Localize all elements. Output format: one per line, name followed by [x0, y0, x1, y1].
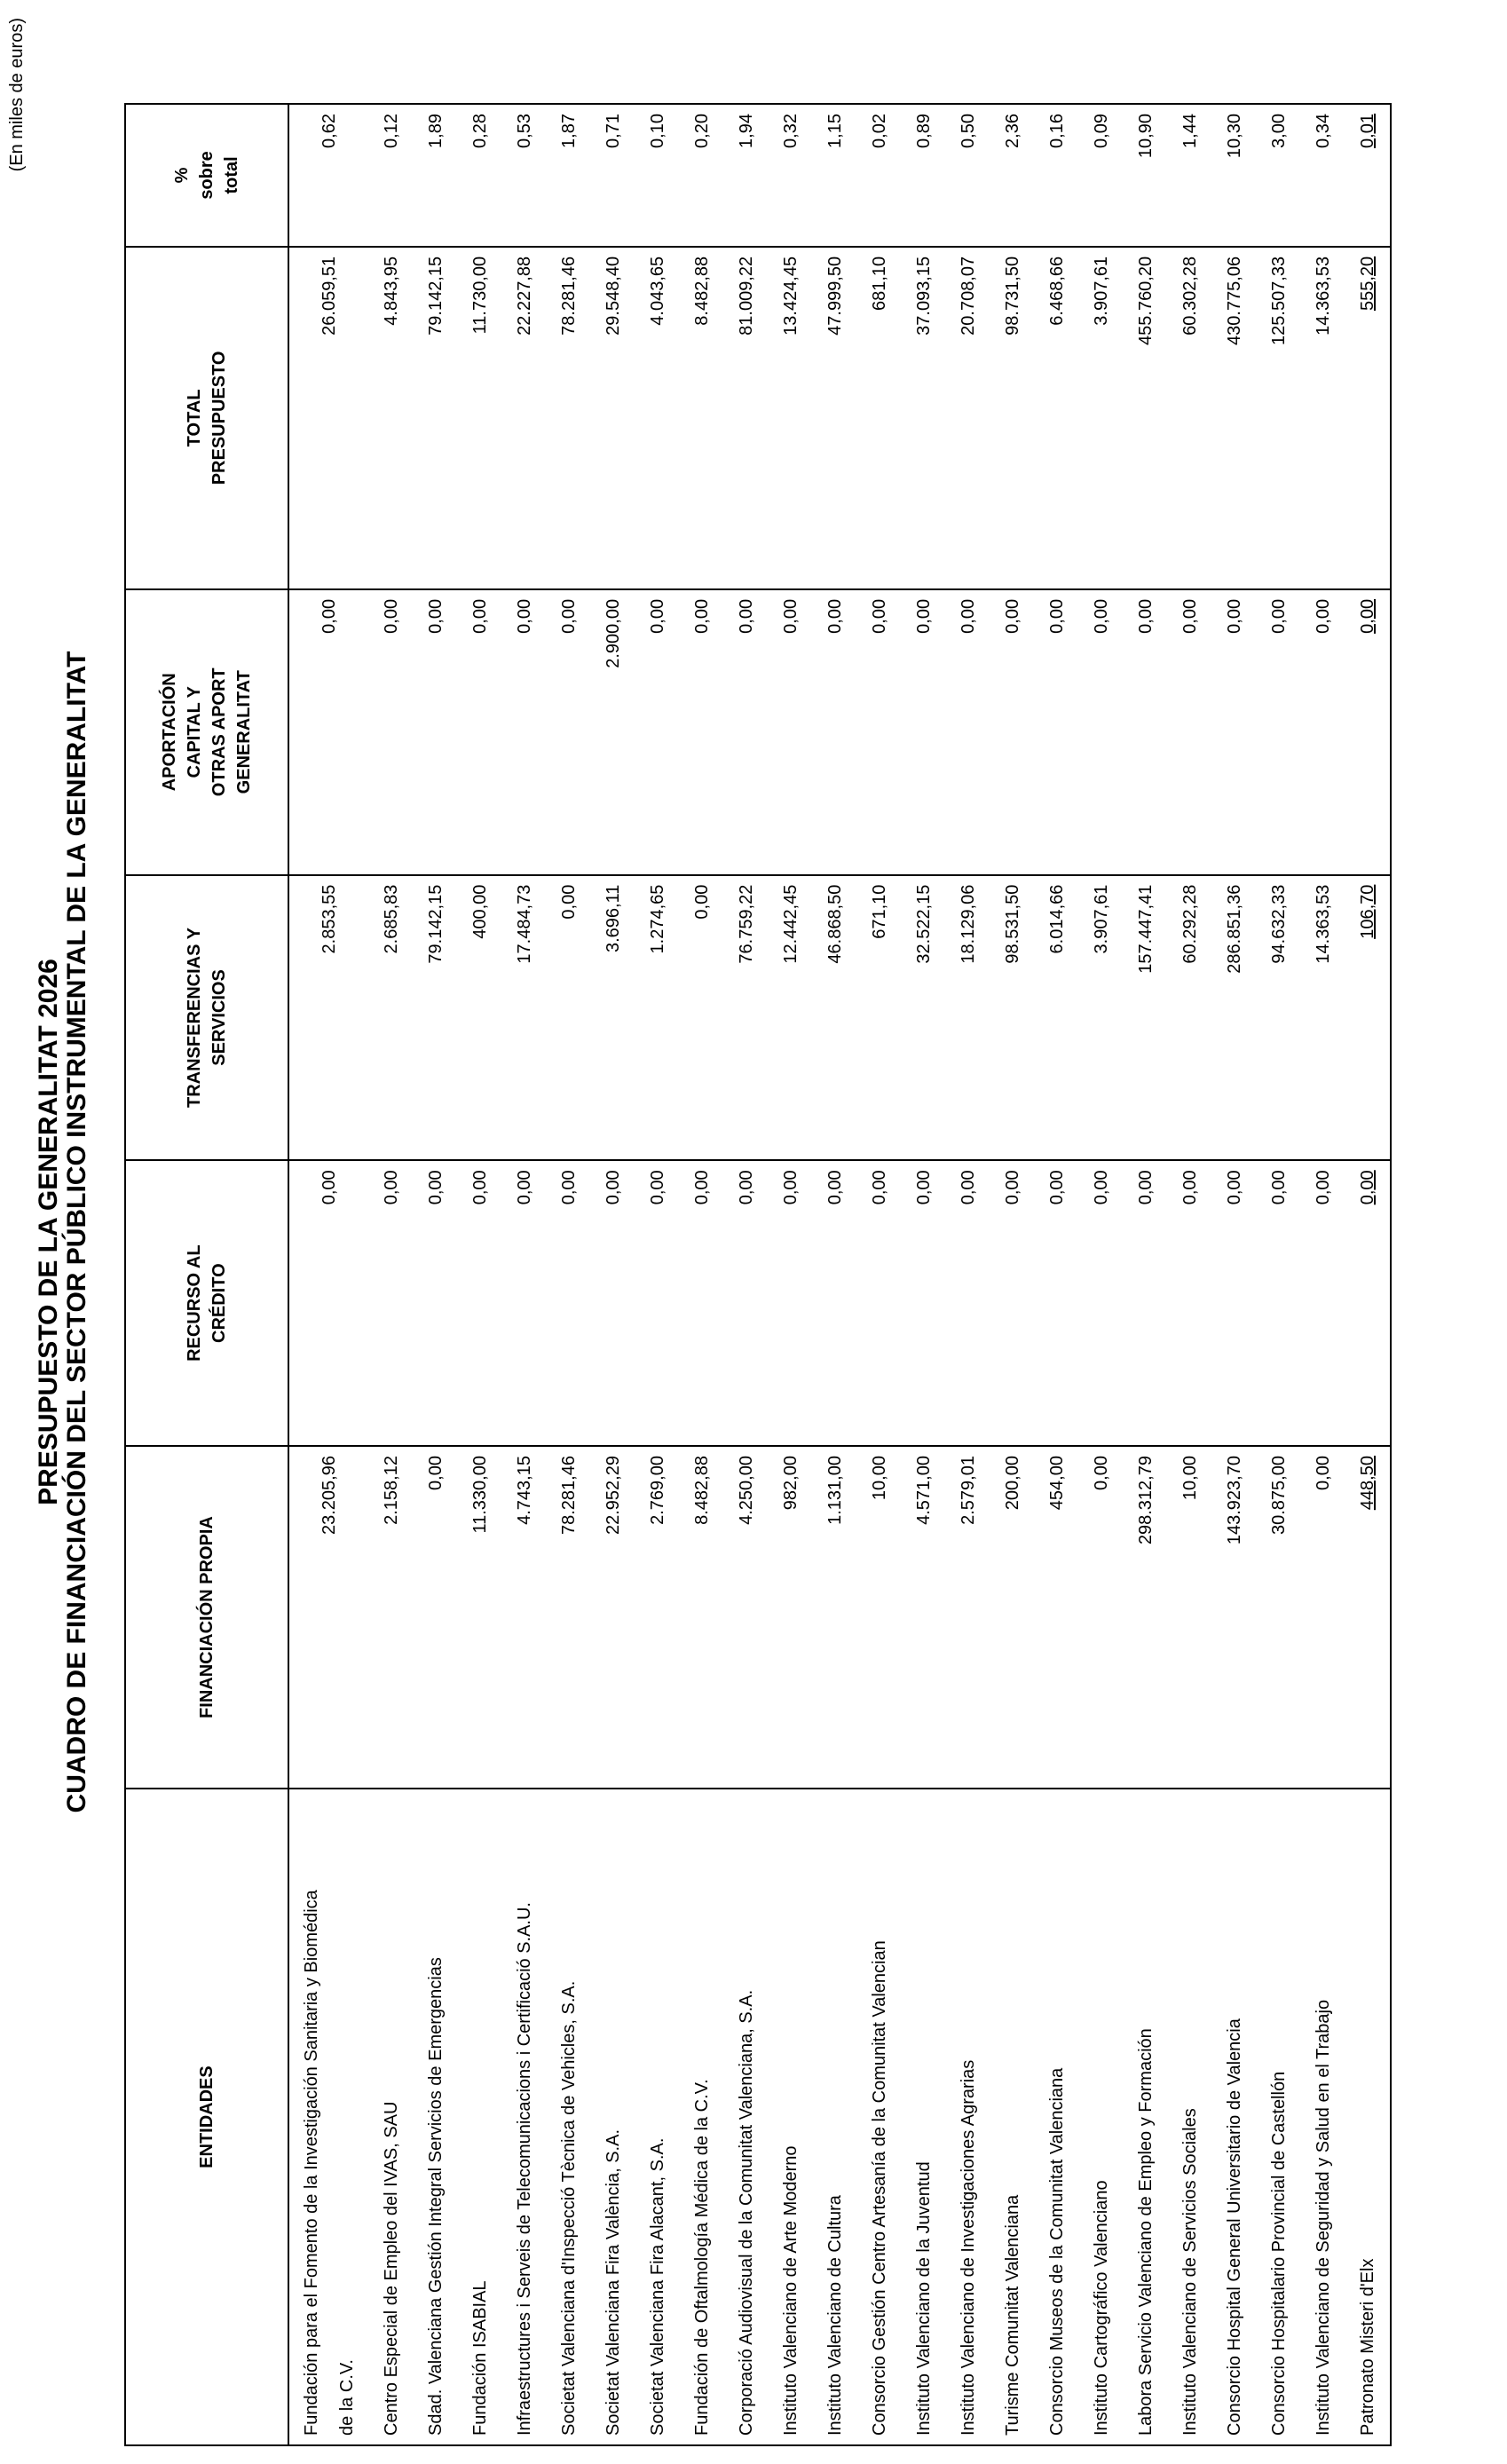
- header-recurso-credito: RECURSO AL CRÉDITO: [125, 1160, 288, 1446]
- cell-aportacion: 0,00: [680, 589, 724, 875]
- cell-transferencias: 106,70: [1345, 875, 1391, 1161]
- cell-transferencias: 0,00: [547, 875, 591, 1161]
- cell-transferencias: 32.522,15: [902, 875, 946, 1161]
- cell-aportacion: 0,00: [635, 589, 680, 875]
- cell-recurso-credito: 0,00: [990, 1160, 1035, 1446]
- header-transferencias: TRANSFERENCIAS Y SERVICIOS: [125, 875, 288, 1161]
- table-row: [288, 104, 369, 2445]
- unit-note: (En miles de euros): [7, 18, 27, 172]
- cell-entidad: Societat Valenciana Fira Alacant, S.A.: [635, 1789, 680, 2445]
- cell-porcentaje: 1,44: [1168, 104, 1212, 247]
- cell-entidad: Instituto Valenciano de Servicios Sociales: [1168, 1789, 1212, 2445]
- cell-total: 125.507,33: [1257, 247, 1301, 589]
- cell-porcentaje: 10,30: [1212, 104, 1257, 247]
- cell-recurso-credito: 0,00: [288, 1160, 369, 1446]
- cell-total: 81.009,22: [724, 247, 769, 589]
- cell-porcentaje: 1,89: [414, 104, 458, 247]
- cell-transferencias: 79.142,15: [414, 875, 458, 1161]
- cell-recurso-credito: 0,00: [724, 1160, 769, 1446]
- cell-financiacion-propia: 200,00: [990, 1446, 1035, 1789]
- cell-transferencias: 286.851,36: [1212, 875, 1257, 1161]
- cell-total: 4.843,95: [369, 247, 414, 589]
- cell-total: 3.907,61: [1079, 247, 1124, 589]
- cell-recurso-credito: 0,00: [680, 1160, 724, 1446]
- table-row: [369, 104, 414, 2445]
- cell-total: 79.142,15: [414, 247, 458, 589]
- cell-transferencias: 400,00: [458, 875, 502, 1161]
- cell-recurso-credito: 0,00: [547, 1160, 591, 1446]
- cell-porcentaje: 1,87: [547, 104, 591, 247]
- cell-entidad: Societat Valenciana d'Inspecció Tècnica de Vehicles, S.A.: [547, 1789, 591, 2445]
- cell-porcentaje: 0,02: [857, 104, 902, 247]
- cell-recurso-credito: 0,00: [502, 1160, 547, 1446]
- cell-total: 98.731,50: [990, 247, 1035, 589]
- cell-transferencias: 2.853,55: [288, 875, 369, 1161]
- table-row: [946, 104, 990, 2445]
- cell-financiacion-propia: 0,00: [414, 1446, 458, 1789]
- cell-financiacion-propia: 11.330,00: [458, 1446, 502, 1789]
- cell-entidad: Infraestructures i Serveis de Telecomunicacions i Certificació S.A.U.: [502, 1789, 547, 2445]
- table-row: [769, 104, 813, 2445]
- cell-financiacion-propia: 0,00: [1079, 1446, 1124, 1789]
- cell-recurso-credito: 0,00: [635, 1160, 680, 1446]
- cell-financiacion-propia: 2.579,01: [946, 1446, 990, 1789]
- cell-total: 29.548,40: [591, 247, 635, 589]
- cell-porcentaje: 0,28: [458, 104, 502, 247]
- cell-entidad: Consorcio Hospitalario Provincial de Castellón: [1257, 1789, 1301, 2445]
- cell-porcentaje: 3,00: [1257, 104, 1301, 247]
- cell-recurso-credito: 0,00: [1079, 1160, 1124, 1446]
- table-row: [1035, 104, 1079, 2445]
- cell-total: 22.227,88: [502, 247, 547, 589]
- table-row: [1079, 104, 1124, 2445]
- cell-recurso-credito: 0,00: [902, 1160, 946, 1446]
- cell-recurso-credito: 0,00: [591, 1160, 635, 1446]
- cell-recurso-credito: 0,00: [1035, 1160, 1079, 1446]
- table-row: [591, 104, 635, 2445]
- cell-total: 8.482,88: [680, 247, 724, 589]
- cell-aportacion: 0,00: [1035, 589, 1079, 875]
- cell-aportacion: 0,00: [1168, 589, 1212, 875]
- cell-transferencias: 3.696,11: [591, 875, 635, 1161]
- cell-recurso-credito: 0,00: [458, 1160, 502, 1446]
- cell-aportacion: 0,00: [769, 589, 813, 875]
- cell-aportacion: 0,00: [1257, 589, 1301, 875]
- cell-transferencias: 60.292,28: [1168, 875, 1212, 1161]
- cell-porcentaje: 0,09: [1079, 104, 1124, 247]
- cell-total: 26.059,51: [288, 247, 369, 589]
- cell-financiacion-propia: 298.312,79: [1124, 1446, 1168, 1789]
- cell-entidad: Instituto Cartográfico Valenciano: [1079, 1789, 1124, 2445]
- header-porcentaje: % sobre total: [125, 104, 288, 247]
- cell-financiacion-propia: 30.875,00: [1257, 1446, 1301, 1789]
- cell-aportacion: 0,00: [946, 589, 990, 875]
- page-title: PRESUPUESTO DE LA GENERALITAT 2026: [34, 959, 63, 1505]
- cell-transferencias: 17.484,73: [502, 875, 547, 1161]
- budget-table: [124, 103, 1392, 2446]
- cell-total: 6.468,66: [1035, 247, 1079, 589]
- table-row: [857, 104, 902, 2445]
- cell-porcentaje: 0,20: [680, 104, 724, 247]
- cell-aportacion: 0,00: [857, 589, 902, 875]
- cell-total: 60.302,28: [1168, 247, 1212, 589]
- cell-transferencias: 2.685,83: [369, 875, 414, 1161]
- cell-entidad: Consorcio Hospital General Universitario de Valencia: [1212, 1789, 1257, 2445]
- cell-financiacion-propia: 10,00: [1168, 1446, 1212, 1789]
- cell-financiacion-propia: 8.482,88: [680, 1446, 724, 1789]
- cell-financiacion-propia: 2.158,12: [369, 1446, 414, 1789]
- cell-porcentaje: 0,16: [1035, 104, 1079, 247]
- cell-total: 37.093,15: [902, 247, 946, 589]
- table-row: [902, 104, 946, 2445]
- cell-porcentaje: 0,32: [769, 104, 813, 247]
- cell-porcentaje: 0,71: [591, 104, 635, 247]
- cell-financiacion-propia: 0,00: [1301, 1446, 1345, 1789]
- cell-financiacion-propia: 4.743,15: [502, 1446, 547, 1789]
- cell-financiacion-propia: 143.923,70: [1212, 1446, 1257, 1789]
- cell-transferencias: 76.759,22: [724, 875, 769, 1161]
- table-row: [458, 104, 502, 2445]
- cell-entidad: Societat Valenciana Fira València, S.A.: [591, 1789, 635, 2445]
- cell-financiacion-propia: 4.250,00: [724, 1446, 769, 1789]
- cell-recurso-credito: 0,00: [813, 1160, 857, 1446]
- cell-porcentaje: 0,89: [902, 104, 946, 247]
- cell-financiacion-propia: 10,00: [857, 1446, 902, 1789]
- cell-aportacion: 2.900,00: [591, 589, 635, 875]
- cell-porcentaje: 0,12: [369, 104, 414, 247]
- cell-porcentaje: 0,34: [1301, 104, 1345, 247]
- cell-total: 47.999,50: [813, 247, 857, 589]
- cell-financiacion-propia: 982,00: [769, 1446, 813, 1789]
- cell-entidad: Consorcio Museos de la Comunitat Valenciana: [1035, 1789, 1079, 2445]
- cell-transferencias: 18.129,06: [946, 875, 990, 1161]
- cell-aportacion: 0,00: [1079, 589, 1124, 875]
- table-row: [1345, 104, 1391, 2445]
- cell-porcentaje: 0,01: [1345, 104, 1391, 247]
- cell-entidad: Corporació Audiovisual de la Comunitat Valenciana, S.A.: [724, 1789, 769, 2445]
- table-row: [502, 104, 547, 2445]
- cell-total: 20.708,07: [946, 247, 990, 589]
- cell-transferencias: 157.447,41: [1124, 875, 1168, 1161]
- table-row: [414, 104, 458, 2445]
- cell-recurso-credito: 0,00: [1301, 1160, 1345, 1446]
- cell-aportacion: 0,00: [369, 589, 414, 875]
- cell-recurso-credito: 0,00: [414, 1160, 458, 1446]
- cell-porcentaje: 0,10: [635, 104, 680, 247]
- table-row: [1257, 104, 1301, 2445]
- cell-porcentaje: 2,36: [990, 104, 1035, 247]
- table-row: [990, 104, 1035, 2445]
- cell-entidad: Labora Servicio Valenciano de Empleo y Formación: [1124, 1789, 1168, 2445]
- header-entidades: ENTIDADES: [125, 1789, 288, 2445]
- table-row: [1124, 104, 1168, 2445]
- cell-transferencias: 671,10: [857, 875, 902, 1161]
- cell-transferencias: 12.442,45: [769, 875, 813, 1161]
- cell-aportacion: 0,00: [1124, 589, 1168, 875]
- cell-financiacion-propia: 454,00: [1035, 1446, 1079, 1789]
- cell-aportacion: 0,00: [288, 589, 369, 875]
- cell-entidad: Instituto Valenciano de Investigaciones Agrarias: [946, 1789, 990, 2445]
- cell-financiacion-propia: 1.131,00: [813, 1446, 857, 1789]
- cell-aportacion: 0,00: [990, 589, 1035, 875]
- cell-financiacion-propia: 448,50: [1345, 1446, 1391, 1789]
- cell-transferencias: 14.363,53: [1301, 875, 1345, 1161]
- cell-recurso-credito: 0,00: [369, 1160, 414, 1446]
- cell-porcentaje: 0,50: [946, 104, 990, 247]
- cell-entidad: Fundación de Oftalmología Médica de la C.V.: [680, 1789, 724, 2445]
- cell-aportacion: 0,00: [1345, 589, 1391, 875]
- cell-aportacion: 0,00: [458, 589, 502, 875]
- cell-entidad: Patronato Misteri d'Elx: [1345, 1789, 1391, 2445]
- cell-entidad: Instituto Valenciano de Arte Moderno: [769, 1789, 813, 2445]
- cell-entidad: Turisme Comunitat Valenciana: [990, 1789, 1035, 2445]
- cell-porcentaje: 1,15: [813, 104, 857, 247]
- table-row: [547, 104, 591, 2445]
- cell-transferencias: 94.632,33: [1257, 875, 1301, 1161]
- cell-aportacion: 0,00: [1212, 589, 1257, 875]
- cell-entidad: Sdad. Valenciana Gestión Integral Servicios de Emergencias: [414, 1789, 458, 2445]
- cell-transferencias: 46.868,50: [813, 875, 857, 1161]
- cell-total: 13.424,45: [769, 247, 813, 589]
- cell-transferencias: 1.274,65: [635, 875, 680, 1161]
- cell-total: 11.730,00: [458, 247, 502, 589]
- cell-total: 78.281,46: [547, 247, 591, 589]
- table-row: [680, 104, 724, 2445]
- cell-total: 430.775,06: [1212, 247, 1257, 589]
- cell-recurso-credito: 0,00: [857, 1160, 902, 1446]
- cell-recurso-credito: 0,00: [769, 1160, 813, 1446]
- cell-entidad: Instituto Valenciano de Seguridad y Salud en el Trabajo: [1301, 1789, 1345, 2445]
- table-header-row: [125, 104, 288, 2445]
- cell-recurso-credito: 0,00: [1212, 1160, 1257, 1446]
- table-row: [1301, 104, 1345, 2445]
- cell-total: 455.760,20: [1124, 247, 1168, 589]
- cell-recurso-credito: 0,00: [1124, 1160, 1168, 1446]
- cell-total: 681,10: [857, 247, 902, 589]
- header-total: TOTAL PRESUPUESTO: [125, 247, 288, 589]
- cell-financiacion-propia: 78.281,46: [547, 1446, 591, 1789]
- cell-recurso-credito: 0,00: [946, 1160, 990, 1446]
- cell-porcentaje: 0,53: [502, 104, 547, 247]
- page-subtitle: CUADRO DE FINANCIACIÓN DEL SECTOR PÚBLICO INSTRUMENTAL DE LA GENERALITAT: [62, 651, 91, 1813]
- cell-recurso-credito: 0,00: [1257, 1160, 1301, 1446]
- cell-aportacion: 0,00: [502, 589, 547, 875]
- cell-entidad: Fundación ISABIAL: [458, 1789, 502, 2445]
- cell-transferencias: 6.014,66: [1035, 875, 1079, 1161]
- header-financiacion-propia: FINANCIACIÓN PROPIA: [125, 1446, 288, 1789]
- header-aportacion: APORTACIÓN CAPITAL Y OTRAS APORT GENERALITAT: [125, 589, 288, 875]
- cell-recurso-credito: 0,00: [1168, 1160, 1212, 1446]
- cell-aportacion: 0,00: [1301, 589, 1345, 875]
- table-row: [724, 104, 769, 2445]
- cell-porcentaje: 0,62: [288, 104, 369, 247]
- cell-aportacion: 0,00: [813, 589, 857, 875]
- cell-total: 555,20: [1345, 247, 1391, 589]
- cell-porcentaje: 10,90: [1124, 104, 1168, 247]
- cell-total: 14.363,53: [1301, 247, 1345, 589]
- cell-transferencias: 3.907,61: [1079, 875, 1124, 1161]
- cell-aportacion: 0,00: [724, 589, 769, 875]
- cell-entidad: Instituto Valenciano de Cultura: [813, 1789, 857, 2445]
- cell-recurso-credito: 0,00: [1345, 1160, 1391, 1446]
- table-row: [813, 104, 857, 2445]
- table-row: [1212, 104, 1257, 2445]
- cell-aportacion: 0,00: [414, 589, 458, 875]
- cell-financiacion-propia: 22.952,29: [591, 1446, 635, 1789]
- table-row: [635, 104, 680, 2445]
- cell-financiacion-propia: 23.205,96: [288, 1446, 369, 1789]
- cell-entidad: Instituto Valenciano de la Juventud: [902, 1789, 946, 2445]
- table-row: [1168, 104, 1212, 2445]
- cell-porcentaje: 1,94: [724, 104, 769, 247]
- cell-financiacion-propia: 2.769,00: [635, 1446, 680, 1789]
- cell-transferencias: 98.531,50: [990, 875, 1035, 1161]
- cell-transferencias: 0,00: [680, 875, 724, 1161]
- cell-aportacion: 0,00: [902, 589, 946, 875]
- cell-financiacion-propia: 4.571,00: [902, 1446, 946, 1789]
- cell-entidad: Centro Especial de Empleo del IVAS, SAU: [369, 1789, 414, 2445]
- cell-total: 4.043,65: [635, 247, 680, 589]
- cell-aportacion: 0,00: [547, 589, 591, 875]
- cell-entidad: Fundación para el Fomento de la Investigación Sanitaria y Biomédica de la C.V.: [288, 1789, 369, 2445]
- cell-entidad: Consorcio Gestión Centro Artesanía de la Comunitat Valencian: [857, 1789, 902, 2445]
